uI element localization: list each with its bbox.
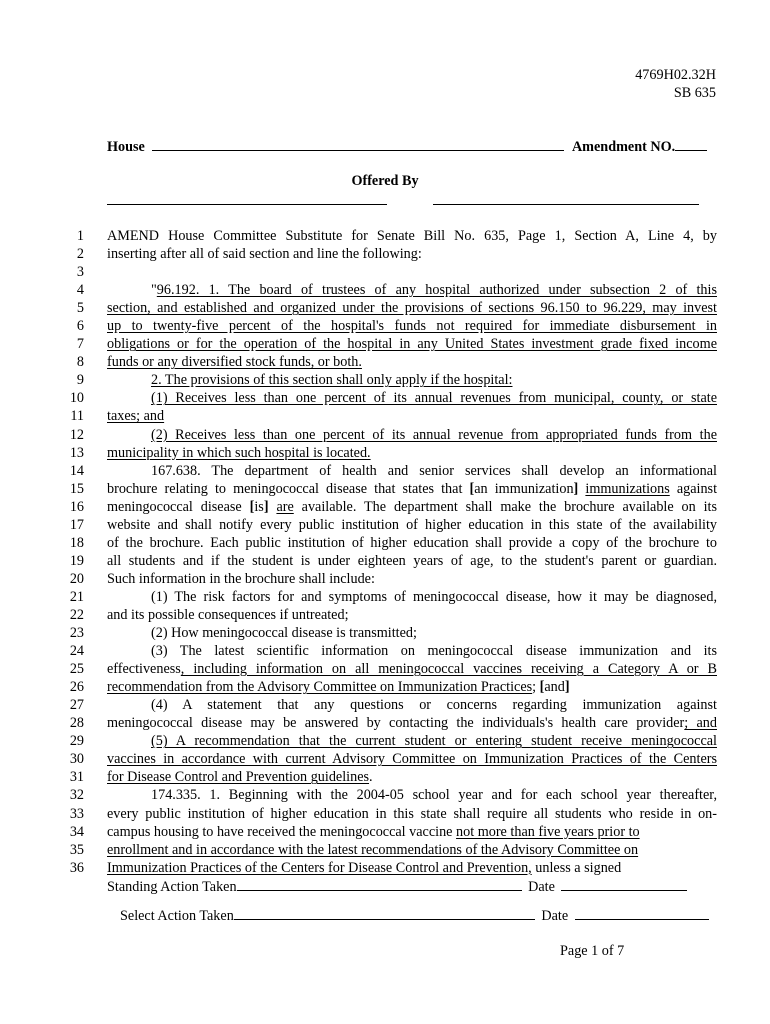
text-line: [0, 263, 770, 281]
text-segment: available. The department shall make the brochure available on its: [293, 498, 718, 515]
line-number: 17: [69, 516, 84, 533]
document-id-block: [635, 66, 716, 102]
line-number: 11: [70, 408, 84, 425]
line-text: [107, 552, 717, 570]
line-number: 26: [69, 679, 84, 696]
line-text: [107, 660, 717, 678]
line-text: [107, 389, 717, 407]
underlined-insertion: up to twenty-five percent of the hospital's funds not required for immediate disbursement in: [107, 318, 717, 335]
text-segment: every public institution of higher education in this state shall require all students who reside in on-: [107, 805, 717, 822]
underlined-insertion: recommendation from the Advisory Committee on Immunization Practices: [107, 679, 533, 696]
text-segment: website and shall notify every public institution of higher education in this state of the availability: [107, 516, 717, 533]
text-segment: meningococcal disease: [107, 498, 250, 515]
line-number: 4: [76, 282, 84, 299]
line-text: [107, 245, 717, 263]
underlined-insertion: not more than five years prior to: [456, 823, 640, 840]
line-text: [107, 444, 717, 462]
text-line: [0, 786, 770, 804]
standing-action-blank: [237, 877, 522, 891]
text-segment: all students and if the student is under eighteen years of age, to the student's parent or guardian.: [107, 552, 717, 569]
line-number: 36: [69, 859, 84, 876]
line-number: 2: [76, 246, 84, 263]
line-text: [107, 498, 717, 516]
text-segment: of the brochure. Each public institution of higher education shall provide a copy of the brochure to: [107, 534, 717, 551]
line-text: [107, 624, 717, 642]
text-line: [0, 227, 770, 245]
text-line: [0, 534, 770, 552]
text-segment: .: [369, 769, 373, 786]
line-number: 33: [69, 805, 84, 822]
line-text: [107, 606, 717, 624]
line-number: 22: [69, 606, 84, 623]
bill-number: SB 635: [673, 85, 716, 101]
line-text: [107, 281, 717, 299]
line-text: [107, 534, 717, 552]
line-text: [107, 371, 717, 389]
text-segment: is: [254, 498, 264, 515]
line-number: 34: [69, 823, 84, 840]
line-text: [107, 732, 717, 750]
offered-by-line-right: [433, 204, 699, 205]
underlined-insertion: (2) Receives less than one percent of its annual revenue from appropriated funds from the: [151, 426, 717, 443]
text-line: [0, 407, 770, 425]
text-segment: brochure relating to meningococcal disease that states that: [107, 480, 470, 497]
line-number: 9: [76, 372, 84, 389]
underlined-insertion: obligations or for the operation of the hospital in any United States investment grade fixed income: [107, 336, 717, 353]
line-text: [107, 642, 717, 660]
text-line: [0, 859, 770, 877]
line-number: 21: [69, 588, 84, 605]
line-text: [107, 353, 717, 371]
text-segment: unless a signed: [531, 859, 622, 876]
text-line: [0, 805, 770, 823]
text-segment: and its possible consequences if untreated;: [107, 606, 349, 623]
text-line: [0, 660, 770, 678]
page-number: Page 1 of 7: [560, 943, 625, 959]
text-line: [0, 768, 770, 786]
line-text: [107, 786, 717, 804]
underlined-insertion: immunizations: [585, 480, 670, 497]
text-line: [0, 281, 770, 299]
text-line: [0, 389, 770, 407]
text-line: [0, 570, 770, 588]
line-number: 25: [69, 661, 84, 678]
standing-action-label: Standing Action Taken: [107, 879, 237, 895]
text-line: [0, 299, 770, 317]
underlined-insertion: Immunization Practices of the Centers for Disease Control and Prevention,: [107, 859, 532, 876]
deletion-bracket: [: [469, 480, 475, 497]
text-line: [0, 516, 770, 534]
underlined-insertion: 96.192. 1. The board of trustees of any hospital authorized under subsection 2 of this: [156, 282, 717, 299]
offered-by-line-left: [107, 204, 387, 205]
line-text: [107, 768, 717, 786]
underlined-insertion: taxes; and: [107, 408, 165, 425]
select-action-row: [120, 906, 709, 925]
deletion-bracket: ]: [573, 480, 579, 497]
line-number: 19: [69, 552, 84, 569]
line-number: 14: [69, 462, 84, 479]
text-line: [0, 552, 770, 570]
amendment-label: Amendment NO.: [571, 139, 676, 155]
text-line: [0, 696, 770, 714]
text-line: [0, 371, 770, 389]
select-date-label: Date: [541, 908, 569, 924]
text-line: [0, 823, 770, 841]
underlined-insertion: are: [276, 498, 294, 515]
text-segment: meningococcal disease may be answered by contacting the individuals's health care provider: [107, 715, 685, 732]
text-line: [0, 732, 770, 750]
line-text: [107, 696, 717, 714]
deletion-bracket: ]: [263, 498, 269, 515]
line-text: [107, 299, 717, 317]
line-text: [107, 714, 717, 732]
text-line: [0, 714, 770, 732]
line-text: [107, 588, 717, 606]
text-line: [0, 750, 770, 768]
text-line: [0, 841, 770, 859]
deletion-bracket: [: [249, 498, 255, 515]
text-segment: against: [669, 480, 718, 497]
line-text: [107, 570, 717, 588]
line-number: 20: [69, 570, 84, 587]
line-text: [107, 480, 717, 498]
line-text: [107, 750, 717, 768]
line-number: 18: [69, 534, 84, 551]
line-number: 3: [76, 264, 84, 281]
document-id: 4769H02.32H: [635, 67, 716, 83]
deletion-bracket: [: [539, 679, 545, 696]
underlined-insertion: municipality in which such hospital is located.: [107, 444, 371, 461]
line-number: 28: [69, 715, 84, 732]
line-number: 35: [69, 841, 84, 858]
text-segment: effectiveness: [107, 661, 181, 678]
select-date-blank: [575, 906, 709, 920]
line-number: 10: [69, 390, 84, 407]
text-segment: (2) How meningococcal disease is transmitted;: [151, 625, 417, 642]
amendment-text: [0, 227, 770, 877]
line-number: 27: [69, 697, 84, 714]
text-line: [0, 678, 770, 696]
underlined-insertion: (5) A recommendation that the current student or entering student receive meningococcal: [151, 733, 717, 750]
line-text: [107, 805, 717, 823]
text-segment: inserting after all of said section and line the following:: [107, 246, 422, 263]
line-text: [107, 426, 717, 444]
select-action-label: Select Action Taken: [120, 908, 234, 924]
line-number: 8: [76, 354, 84, 371]
line-number: 7: [76, 336, 84, 353]
select-action-blank: [234, 906, 535, 920]
text-line: [0, 335, 770, 353]
underlined-insertion: 2. The provisions of this section shall only apply if the hospital:: [151, 372, 513, 389]
text-segment: (3) The latest scientific information on meningococcal disease immunization and its: [151, 643, 717, 660]
line-text: [107, 462, 717, 480]
underlined-insertion: ; and: [684, 715, 717, 732]
line-number: 16: [69, 498, 84, 515]
line-text: [107, 859, 717, 877]
underlined-insertion: vaccines in accordance with current Advisory Committee on Immunization Practices of the Centers: [107, 751, 717, 768]
line-text: [107, 335, 717, 353]
line-number: 24: [69, 643, 84, 660]
line-number: 32: [69, 787, 84, 804]
line-number: 31: [69, 769, 84, 786]
text-line: [0, 444, 770, 462]
text-line: [0, 498, 770, 516]
text-line: [0, 353, 770, 371]
line-text: [107, 516, 717, 534]
text-segment: (1) The risk factors for and symptoms of meningococcal disease, how it may be diagnosed,: [151, 588, 717, 605]
line-text: [107, 841, 717, 859]
text-segment: Such information in the brochure shall include:: [107, 570, 375, 587]
line-number: 13: [69, 444, 84, 461]
offered-by-label: Offered By: [351, 173, 419, 189]
deletion-bracket: ]: [564, 679, 570, 696]
line-number: 23: [69, 625, 84, 642]
text-segment: AMEND House Committee Substitute for Senate Bill No. 635, Page 1, Section A, Line 4, by: [107, 228, 717, 244]
amendment-number-blank: [675, 137, 707, 151]
line-number: 30: [69, 751, 84, 768]
underlined-insertion: funds or any diversified stock funds, or both.: [107, 354, 362, 371]
text-line: [0, 624, 770, 642]
standing-action-row: [107, 877, 687, 896]
text-line: [0, 588, 770, 606]
text-line: [0, 426, 770, 444]
text-segment: an immunization: [474, 480, 574, 497]
underlined-insertion: enrollment and in accordance with the latest recommendations of the Advisory Committee on: [107, 841, 639, 858]
text-line: [0, 480, 770, 498]
line-text: [107, 317, 717, 335]
house-blank-line: [152, 137, 564, 151]
underlined-insertion: for Disease Control and Prevention guidelines: [107, 769, 370, 786]
standing-date-label: Date: [528, 879, 555, 895]
standing-date-blank: [561, 877, 687, 891]
text-line: [0, 317, 770, 335]
text-segment: 167.638. The department of health and senior services shall develop an informational: [151, 462, 717, 479]
amendment-header: [107, 137, 713, 156]
text-line: [0, 245, 770, 263]
text-line: [0, 462, 770, 480]
text-line: [0, 606, 770, 624]
line-text: [107, 407, 717, 425]
line-number: 6: [76, 318, 84, 335]
line-number: 15: [69, 480, 84, 497]
underlined-insertion: (1) Receives less than one percent of its annual revenues from municipal, county, or state: [151, 390, 717, 407]
text-line: [0, 642, 770, 660]
text-segment: 174.335. 1. Beginning with the 2004-05 school year and for each school year thereafter,: [151, 787, 717, 804]
text-segment: ": [151, 282, 157, 299]
text-segment: ;: [532, 679, 540, 696]
text-segment: and: [544, 679, 565, 696]
line-text: [107, 227, 717, 245]
line-text: [107, 678, 717, 696]
text-segment: (4) A statement that any questions or concerns regarding immunization against: [151, 697, 717, 714]
line-number: 29: [69, 733, 84, 750]
underlined-insertion: section, and established and organized under the provisions of sections 96.150 to 96.229, may invest: [107, 300, 717, 317]
house-label: House: [107, 139, 145, 155]
line-text: [107, 823, 717, 841]
line-number: 12: [69, 426, 84, 443]
line-number: 5: [76, 300, 84, 317]
text-segment: campus housing to have received the meningococcal vaccine: [107, 823, 457, 840]
line-number: 1: [76, 228, 84, 244]
underlined-insertion: , including information on all meningococcal vaccines receiving a Category A or B: [180, 661, 717, 678]
